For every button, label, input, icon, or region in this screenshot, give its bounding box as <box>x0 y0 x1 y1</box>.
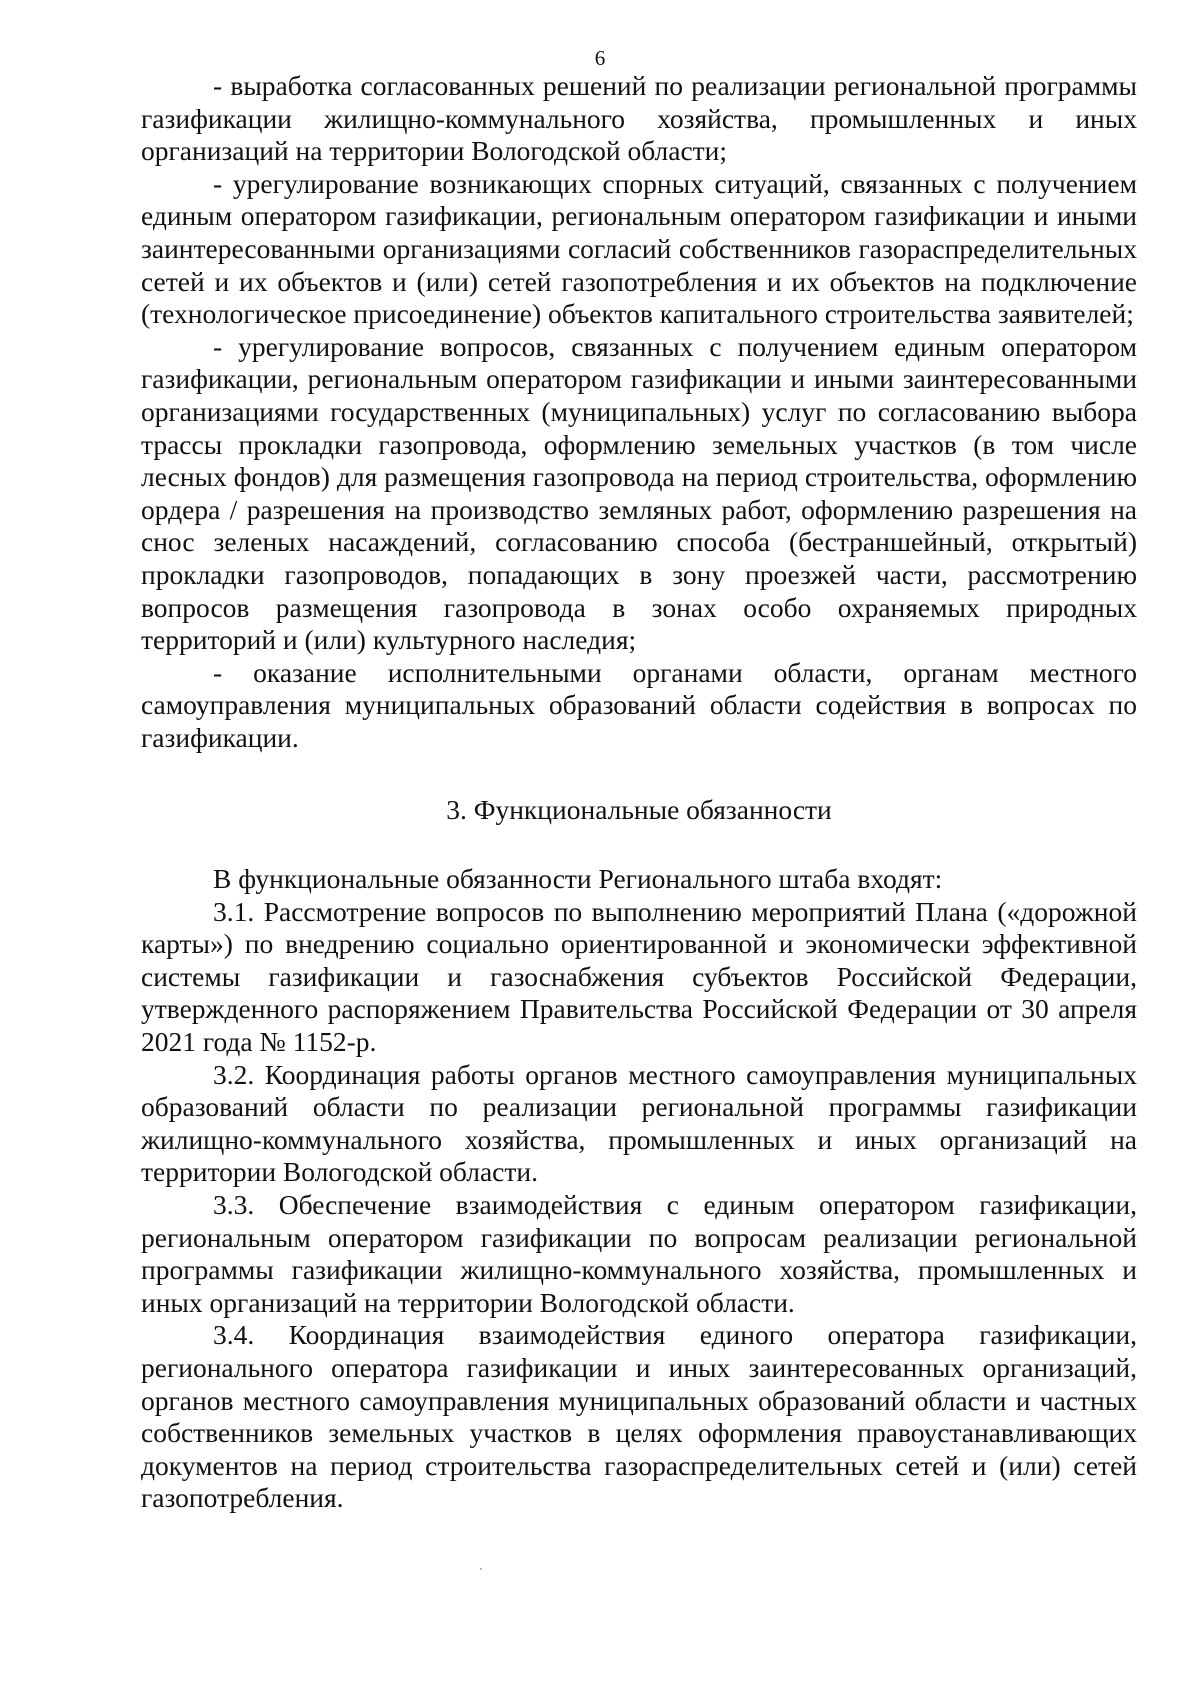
paragraph-3-4: 3.4. Координация взаимодействия единого оператора газификации, регионального оператора газификации и иных заинтересованных организаций, органов местного самоуправления муниципальных образований области и частных собственников земельных участков в целях оформления правоустанавливающих документов на период строительства газораспределительных сетей и (или) сетей газопотребления. <box>141 1319 1137 1514</box>
paragraph-3-2: 3.2. Координация работы органов местного самоуправления муниципальных образований области по реализации региональной программы газификации жилищно-коммунального хозяйства, промышленных и иных организаций на территории Вологодской области. <box>141 1058 1137 1188</box>
scan-speck <box>480 1568 482 1570</box>
paragraph-decision-making: - выработка согласованных решений по реализации региональной программы газификации жилищно-коммунального хозяйства, промышленных и иных организаций на территории Вологодской области; <box>141 70 1137 167</box>
section-intro: В функциональные обязанности Регионального штаба входят: <box>213 863 943 895</box>
page-number: 6 <box>594 46 606 70</box>
paragraph-3-1: 3.1. Рассмотрение вопросов по выполнению мероприятий Плана («дорожной карты») по внедрению социально ориентированной и экономически эффективной системы газификации и газоснабжения субъектов Российской Федерации, утвержденного распоряжением Правительства Российской Федерации от 30 апреля 2021 года № 1152-р. <box>141 895 1137 1058</box>
document-body <box>141 70 1137 1515</box>
paragraph-dispute-resolution: - урегулирование возникающих спорных ситуаций, связанных с получением единым оператором газификации, региональным оператором газификации и иными заинтересованными организациями согласий собственников газораспределительных сетей и их объектов и (или) сетей газопотребления и их объектов на подключение (технологическое присоединение) объектов капитального строительства заявителей; <box>141 167 1137 330</box>
paragraph-3-3: 3.3. Обеспечение взаимодействия с единым оператором газификации, региональным оператором газификации по вопросам реализации региональной программы газификации жилищно-коммунального хозяйства, промышленных и иных организаций на территории Вологодской области. <box>141 1189 1137 1318</box>
paragraph-assistance: - оказание исполнительными органами области, органам местного самоуправления муниципальных образований области содействия в вопросах по газификации. <box>141 656 1137 753</box>
paragraph-services-regulation: - урегулирование вопросов, связанных с получением единым оператором газификации, региональным оператором газификации и иными заинтересованными организациями государственных (муниципальных) услуг по согласованию выбора трассы прокладки газопровода, оформлению земельных участков (в том числе лесных фондов) для размещения газопровода на период строительства, оформлению ордера / разрешения на производство земляных работ, оформлению разрешения на снос зеленых насаждений, согласованию способа (бестраншейный, открытый) прокладки газопроводов, попадающих в зону проезжей части, рассмотрению вопросов размещения газопровода в зонах особо охраняемых природных территорий и (или) культурного наследия; <box>141 330 1137 656</box>
section-heading: 3. Функциональные обязанности <box>446 794 832 826</box>
